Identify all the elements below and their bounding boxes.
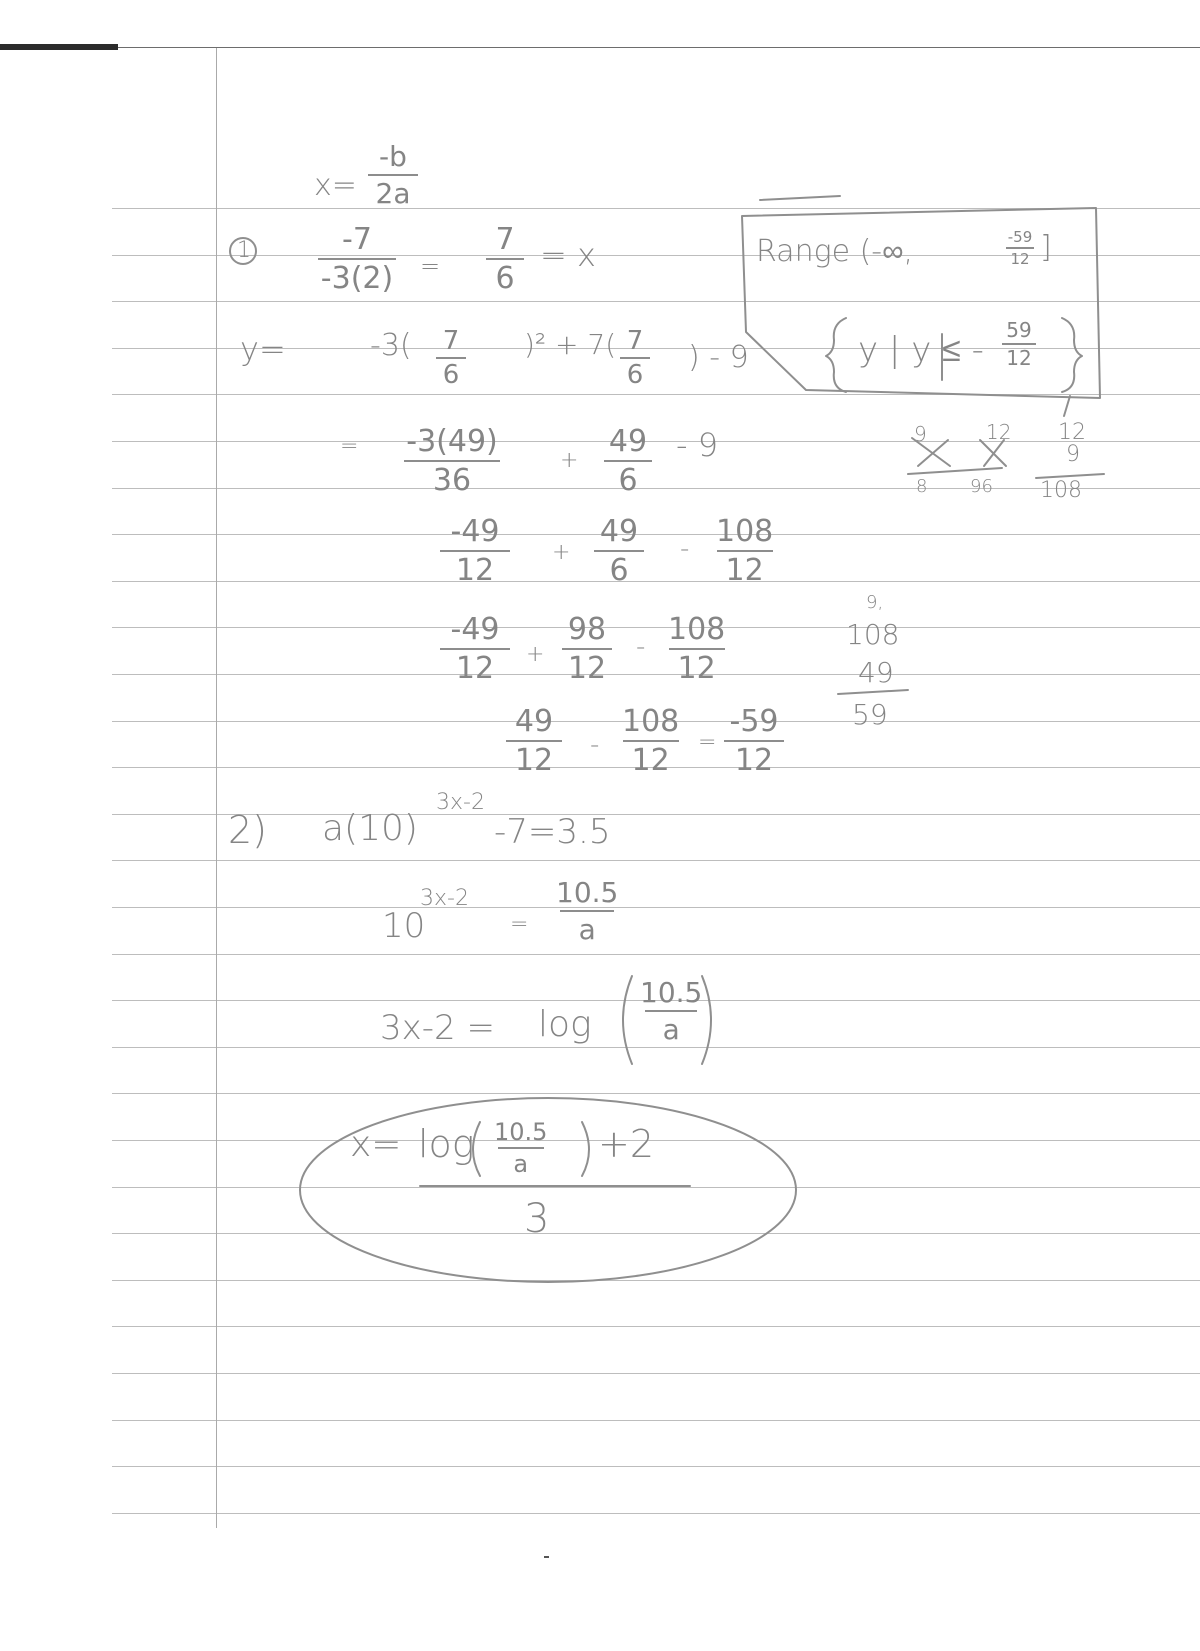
p1-x-numerator: -7 xyxy=(342,222,372,257)
fraction-bar xyxy=(717,550,773,552)
range-bound-fraction xyxy=(1006,228,1034,268)
step4-result-den: 12 xyxy=(734,743,774,778)
fraction-bar xyxy=(440,648,510,650)
step3-frac2-den: 12 xyxy=(567,651,607,686)
p2-step2-log: log xyxy=(538,1004,592,1045)
set-bound-den: 12 xyxy=(1006,346,1032,370)
fraction-bar xyxy=(669,648,725,650)
fraction-bar xyxy=(645,1010,697,1012)
vertex-formula-numerator: -b xyxy=(379,140,407,173)
p1-x-result-numerator: 7 xyxy=(495,222,515,257)
scratch-12: 12 xyxy=(1058,420,1086,445)
step2-frac2 xyxy=(594,514,644,588)
step2-frac1-num: -49 xyxy=(450,514,500,549)
vertex-formula-denominator: 2a xyxy=(375,177,411,210)
p2-step1-base: 10 xyxy=(382,906,426,946)
problem-1-number: 1 xyxy=(237,238,251,263)
step2-plus: + xyxy=(552,540,571,565)
fraction-bar xyxy=(620,357,650,359)
p1-y-middle: )² + 7( xyxy=(524,328,617,361)
step1-frac1-den: 36 xyxy=(432,463,472,498)
scratch-borrow: 9, xyxy=(866,592,884,613)
p2-step1-exponent: 3x-2 xyxy=(420,886,469,911)
range-bound-num: -59 xyxy=(1007,228,1033,246)
answer-log-den: a xyxy=(513,1150,529,1178)
step3-frac3-den: 12 xyxy=(677,651,716,686)
step3-frac2-num: 98 xyxy=(567,612,607,647)
answer-log: log xyxy=(418,1122,475,1166)
p1-y-frac2 xyxy=(620,326,650,390)
scratch-49: 49 xyxy=(858,656,894,689)
step2-frac1-den: 12 xyxy=(455,553,495,588)
step3-frac1 xyxy=(440,612,510,686)
fraction-bar xyxy=(562,648,612,650)
log-arg-close-paren xyxy=(702,976,711,1064)
step2-frac3 xyxy=(716,514,773,588)
scratch-8: 8 xyxy=(916,476,928,497)
step2-frac2-num: 49 xyxy=(599,514,639,549)
p1-y-label: y= xyxy=(240,330,286,368)
fraction-bar xyxy=(368,174,418,176)
step3-plus: + xyxy=(526,642,545,667)
step3-frac2 xyxy=(562,612,612,686)
step4-minus: - xyxy=(590,730,600,760)
fraction-bar xyxy=(440,550,510,552)
p1-x-fraction xyxy=(318,222,396,296)
vertex-formula-lhs: x= xyxy=(314,168,357,203)
fraction-bar xyxy=(1002,343,1036,345)
step1-equals: = xyxy=(340,434,359,459)
set-notation: y | y ≤ - xyxy=(858,330,984,370)
pencil-dot xyxy=(544,1556,549,1558)
p2-step1-den: a xyxy=(578,913,596,946)
fraction-bar xyxy=(404,460,500,462)
log-arg-open-paren xyxy=(623,976,632,1064)
fraction-bar xyxy=(506,740,562,742)
p1-y-frac1-den: 6 xyxy=(442,360,460,390)
step1-plus: + xyxy=(560,448,579,473)
fraction-bar xyxy=(1006,247,1034,249)
set-bound-fraction xyxy=(1002,318,1036,370)
scratch-bar-59 xyxy=(838,690,908,694)
fraction-bar xyxy=(486,258,524,260)
step1-frac2-num: 49 xyxy=(608,424,648,459)
step2-frac2-den: 6 xyxy=(609,553,629,588)
set-open-brace xyxy=(826,318,846,392)
range-label: Range (-∞, xyxy=(756,234,914,269)
answer-denominator: 3 xyxy=(524,1196,550,1242)
scratch-108-mid: 108 xyxy=(846,618,900,651)
p1-equals: = xyxy=(420,252,441,280)
scratch-96: 96 xyxy=(970,476,993,497)
p1-y-frac1 xyxy=(436,326,466,390)
scratch-9-below: 9 xyxy=(1066,442,1080,467)
step2-frac3-den: 12 xyxy=(725,553,764,588)
step1-frac2 xyxy=(604,424,652,498)
step1-frac1 xyxy=(404,424,500,498)
p1-y-tail: ) - 9 xyxy=(688,340,749,375)
answer-x-label: x= xyxy=(350,1124,402,1165)
step4-equals: = xyxy=(698,730,717,755)
fraction-bar xyxy=(560,910,614,912)
step1-tail: - 9 xyxy=(676,426,719,464)
range-box-top-stroke xyxy=(760,196,840,200)
step3-frac3-num: 108 xyxy=(668,612,726,647)
p2-step1-equals: = xyxy=(510,912,529,937)
step4-frac1-num: 49 xyxy=(514,704,554,739)
fraction-bar xyxy=(594,550,644,552)
p2-equation-exponent: 3x-2 xyxy=(436,790,485,815)
scratch-59: 59 xyxy=(852,698,888,731)
p1-y-frac1-num: 7 xyxy=(442,326,460,356)
p2-equation-base: a(10) xyxy=(322,808,418,849)
fraction-bar xyxy=(724,740,784,742)
step4-frac2-den: 12 xyxy=(631,743,670,778)
scratch-9: 9 xyxy=(914,422,927,446)
set-bound-num: 59 xyxy=(1006,318,1032,342)
step2-minus: - xyxy=(680,534,690,564)
p1-x-denominator: -3(2) xyxy=(320,261,394,296)
fraction-bar xyxy=(436,357,466,359)
p1-x-result-denominator: 6 xyxy=(495,261,515,296)
problem-2-number: 2) xyxy=(228,808,268,852)
step4-result xyxy=(724,704,784,778)
set-close-brace xyxy=(1062,318,1082,392)
step2-frac1 xyxy=(440,514,510,588)
range-bound-den: 12 xyxy=(1010,250,1030,268)
fraction-bar xyxy=(623,740,679,742)
p1-y-coef1: -3( xyxy=(370,328,412,363)
answer-plus-2: +2 xyxy=(598,1122,655,1166)
fraction-bar xyxy=(604,460,652,462)
vertex-formula-fraction xyxy=(368,140,418,210)
p2-step1-num: 10.5 xyxy=(556,876,619,909)
step4-frac2 xyxy=(622,704,679,778)
p1-x-result-fraction xyxy=(486,222,524,296)
p2-step2-den: a xyxy=(662,1013,680,1046)
answer-log-num: 10.5 xyxy=(494,1118,548,1146)
answer-log-close-paren xyxy=(582,1122,589,1176)
step2-frac3-num: 108 xyxy=(716,514,774,549)
step4-frac2-num: 108 xyxy=(622,704,680,739)
p2-step2-lhs: 3x-2 = xyxy=(380,1008,495,1048)
step3-frac1-den: 12 xyxy=(455,651,495,686)
p1-x-result-tail: = x xyxy=(540,236,596,274)
step3-minus: - xyxy=(636,632,646,662)
scratch-underline xyxy=(908,468,1002,474)
fraction-bar xyxy=(498,1147,544,1149)
step4-frac1 xyxy=(506,704,562,778)
p1-y-frac2-num: 7 xyxy=(626,326,644,356)
p2-step1-fraction xyxy=(556,876,618,946)
step4-result-num: -59 xyxy=(729,704,779,739)
p1-y-frac2-den: 6 xyxy=(626,360,644,390)
answer-log-fraction xyxy=(494,1118,547,1178)
p2-step2-num: 10.5 xyxy=(640,976,703,1009)
scratch-12-top: 12 xyxy=(986,420,1012,444)
scratch-108: 108 xyxy=(1040,478,1082,503)
step3-frac1-num: -49 xyxy=(450,612,500,647)
step1-frac2-den: 6 xyxy=(618,463,638,498)
range-close-bracket: ] xyxy=(1040,230,1052,265)
range-box-tail xyxy=(1064,396,1070,416)
p2-step2-fraction xyxy=(640,976,702,1046)
step4-frac1-den: 12 xyxy=(514,743,554,778)
step1-frac1-num: -3(49) xyxy=(406,424,498,459)
p2-equation-rest: -7=3.5 xyxy=(494,812,611,852)
step3-frac3 xyxy=(668,612,725,686)
fraction-bar xyxy=(318,258,396,260)
